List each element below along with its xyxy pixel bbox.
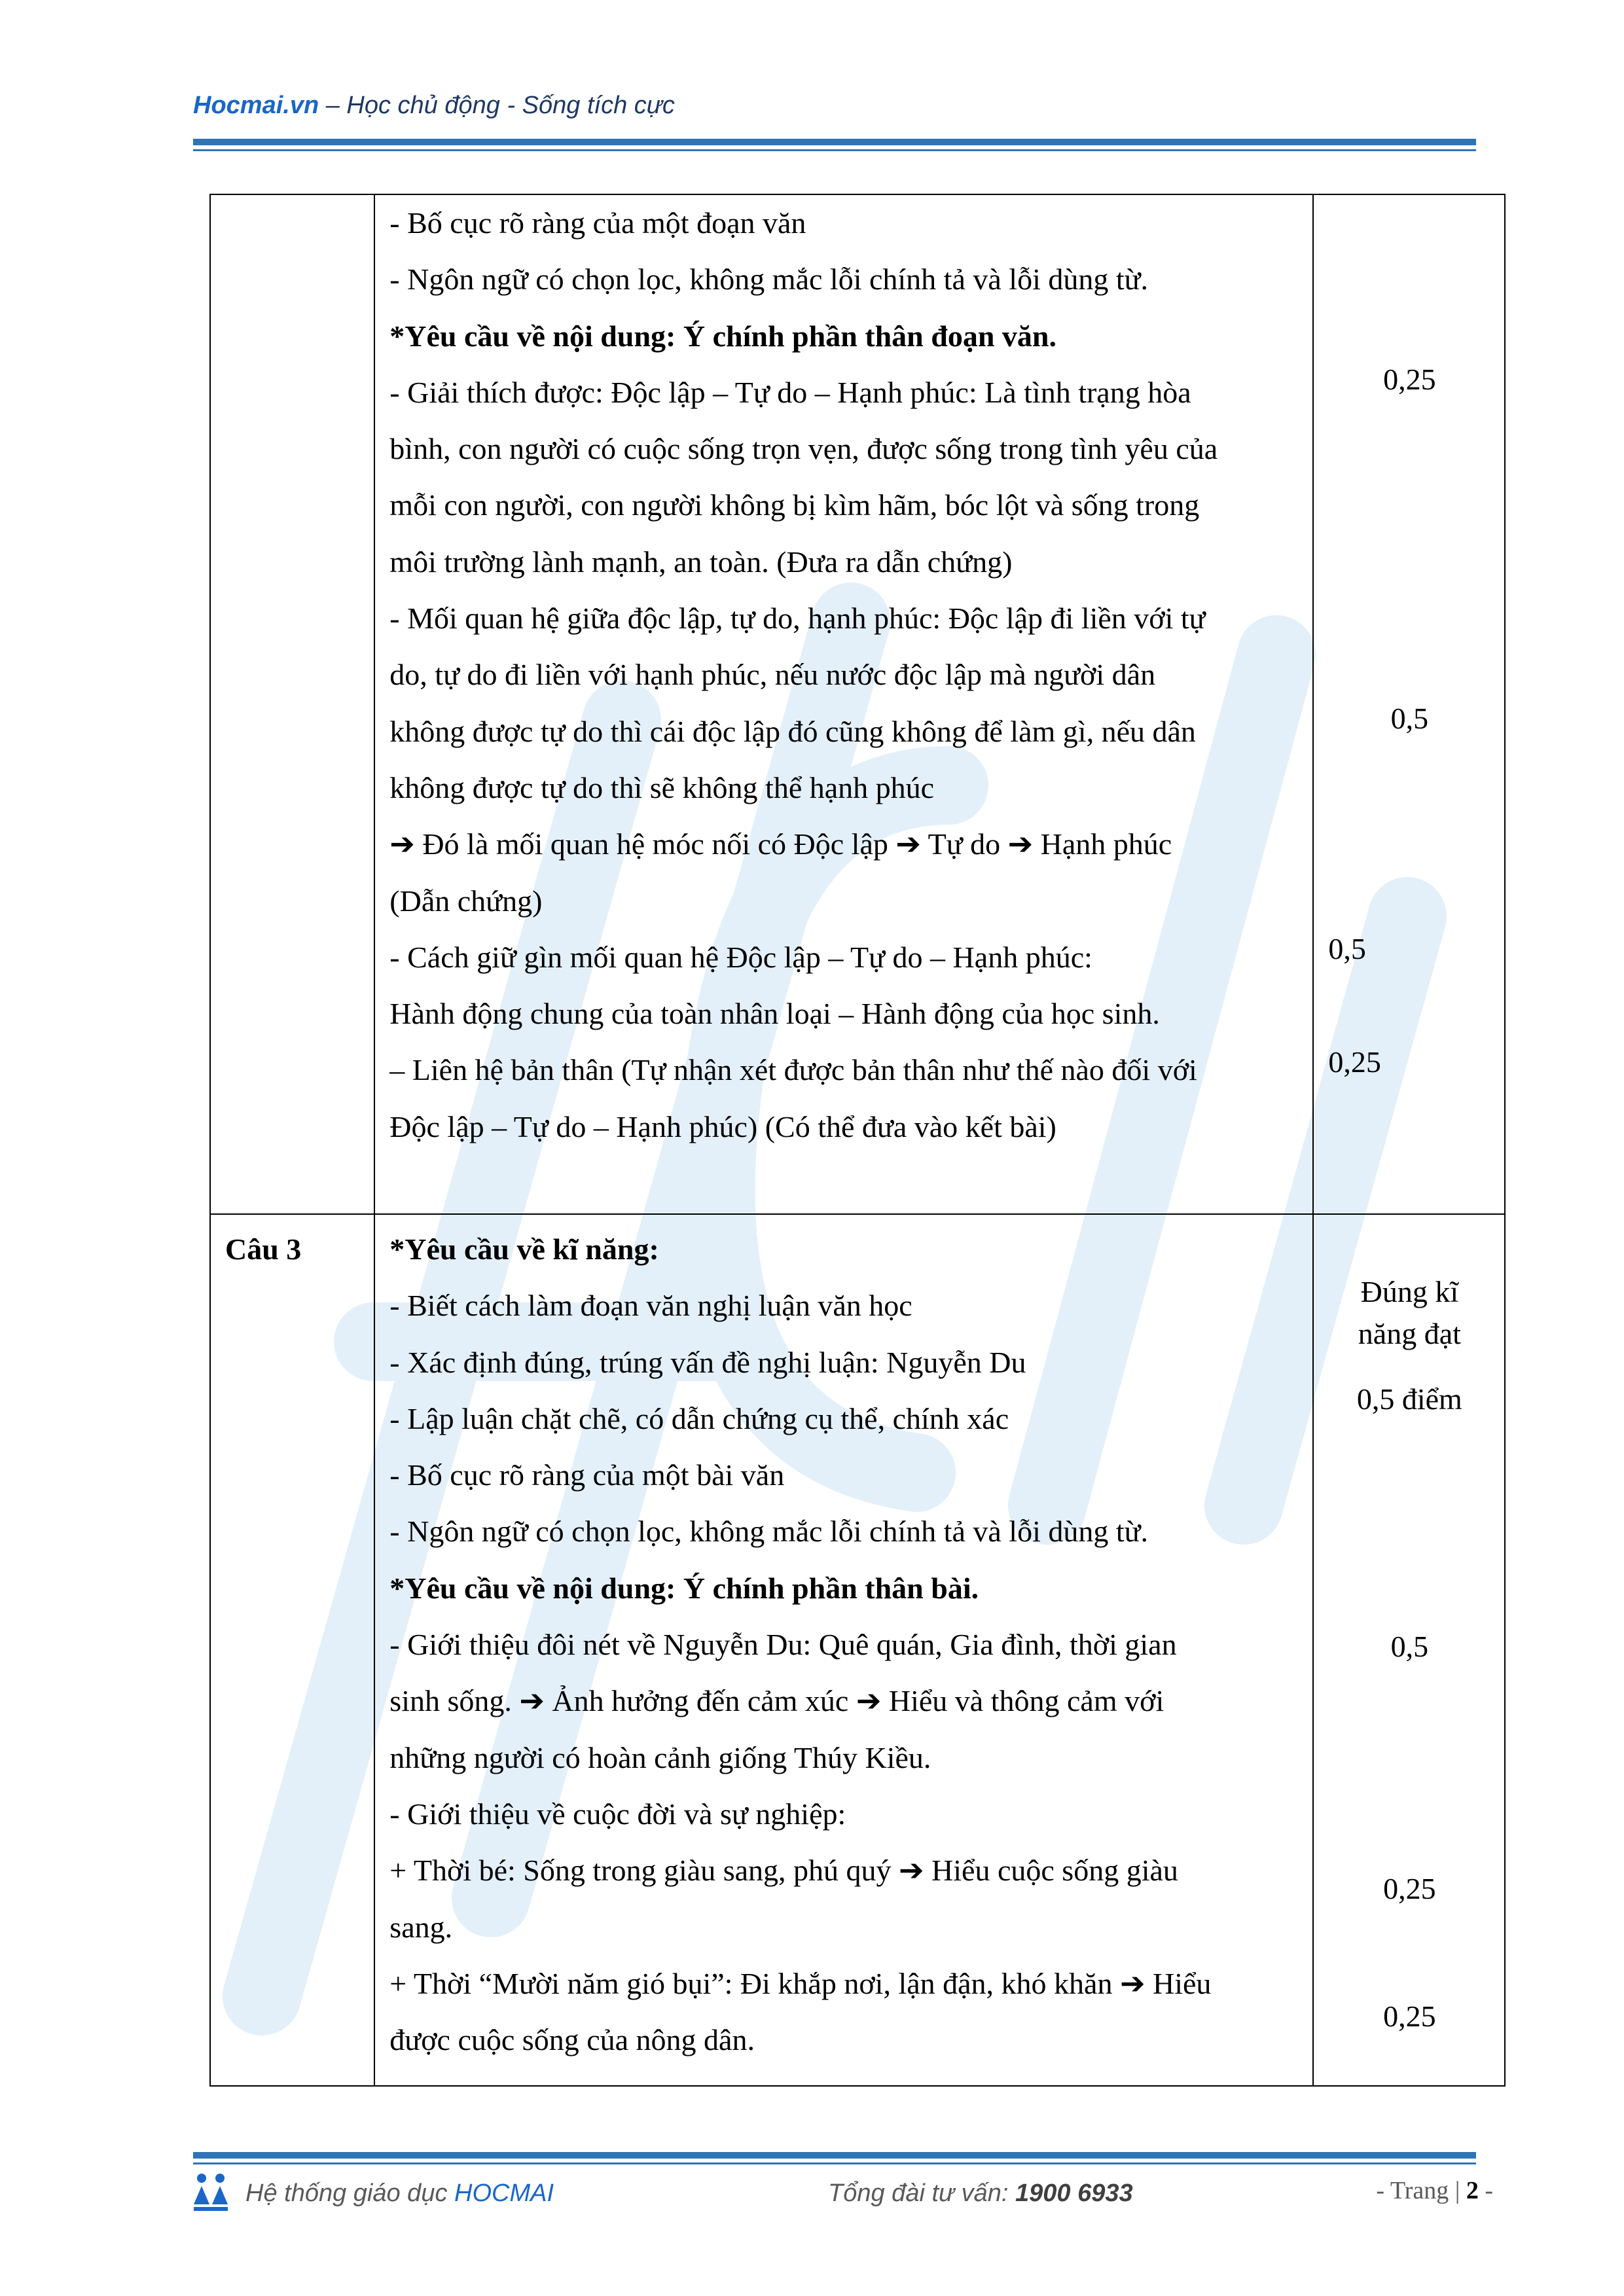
text-line: sinh sống. ➔ Ảnh hưởng đến cảm xúc ➔ Hiểu và thông cảm với [389,1684,1164,1718]
text-line: + Thời “Mười năm gió bụi”: Đi khắp nơi, lận đận, khó khăn ➔ Hiểu [389,1966,1212,2000]
brand-slogan: – Học chủ động - Sống tích cực [319,92,675,119]
text-line: *Yêu cầu về nội dung: Ý chính phần thân bài. [389,1571,979,1605]
header-rule-thick [193,139,1476,145]
text-line: môi trường lành mạnh, an toàn. (Đưa ra dẫn chứng) [389,545,1013,579]
footer-hotline-number: 1900 6933 [1015,2179,1133,2207]
score-value: 0,5 [1390,1630,1429,1663]
text-line: những người có hoàn cảnh giống Thúy Kiều. [389,1740,931,1774]
page-prefix: - Trang | [1376,2177,1466,2204]
page-number [1376,2176,1493,2205]
score-value: Đúng kĩ [1360,1275,1459,1308]
text-line: - Bố cục rõ ràng của một bài văn [389,1458,785,1492]
text-line: (Dẫn chứng) [389,884,543,918]
question-cell [210,194,374,1214]
brand-name: Hocmai.vn [193,92,319,119]
text-line: - Lập luận chặt chẽ, có dẫn chứng cụ thể, chính xác [389,1401,1009,1435]
footer-hotline [828,2179,1133,2208]
score-value: 0,5 [1328,932,1366,965]
score-value: 0,25 [1383,363,1436,396]
requirements-text [375,1215,1312,2081]
text-line: - Cách giữ gìn mối quan hệ Độc lập – Tự do – Hạnh phúc: [389,940,1092,974]
text-line: ➔ Đó là mối quan hệ móc nối có Độc lập ➔ Tự do ➔ Hạnh phúc [389,827,1172,861]
footer-system [245,2179,554,2208]
text-line: Hành động chung của toàn nhân loại – Hành động của học sinh. [389,997,1160,1031]
score-column [1314,1215,1504,2085]
text-line: - Biết cách làm đoạn văn nghị luận văn học [389,1289,912,1323]
header-rule-thin [193,149,1476,151]
requirements-cell [374,1214,1313,2086]
text-line: - Xác định đúng, trúng vấn đề nghị luận: Nguyễn Du [389,1345,1026,1379]
text-line: - Giới thiệu về cuộc đời và sự nghiệp: [389,1797,846,1831]
text-line: *Yêu cầu về kĩ năng: [389,1232,659,1266]
page-number-value: 2 [1466,2177,1479,2204]
text-line: Độc lập – Tự do – Hạnh phúc) (Có thể đưa vào kết bài) [389,1109,1056,1143]
header-brand [193,92,675,120]
score-value: 0,25 [1383,1872,1436,1905]
table-row [210,1214,1505,2086]
question-label: Câu 3 [225,1232,302,1266]
text-line: – Liên hệ bản thân (Tự nhận xét được bản thân như thế nào đối với [389,1053,1197,1087]
score-cell [1313,194,1505,1214]
text-line: không được tự do thì cái độc lập đó cũng không để làm gì, nếu dân [389,714,1196,748]
text-line: - Ngôn ngữ có chọn lọc, không mắc lỗi chính tả và lỗi dùng từ. [389,262,1149,296]
score-value: 0,5 [1390,702,1429,735]
text-line: bình, con người có cuộc sống trọn vẹn, được sống trong tình yêu của [389,432,1218,466]
grading-table [209,194,1506,2087]
text-line: - Giải thích được: Độc lập – Tự do – Hạnh phúc: Là tình trạng hòa [389,375,1191,409]
score-value: năng đạt [1358,1317,1461,1350]
page-suffix: - [1478,2177,1493,2204]
score-value: 0,25 [1328,1045,1381,1079]
table-row [210,194,1505,1214]
question-cell [210,1214,374,2086]
text-line: - Giới thiệu đôi nét về Nguyễn Du: Quê quán, Gia đình, thời gian [389,1628,1177,1662]
footer-system-prefix: Hệ thống giáo dục [245,2179,455,2207]
text-line: mỗi con người, con người không bị kìm hãm, bóc lột và sống trong [389,488,1200,522]
text-line: *Yêu cầu về nội dung: Ý chính phần thân đoạn văn. [389,319,1057,353]
text-line: + Thời bé: Sống trong giàu sang, phú quý ➔ Hiểu cuộc sống giàu [389,1854,1178,1888]
score-cell [1313,1214,1505,2086]
text-line: được cuộc sống của nông dân. [389,2023,755,2057]
text-line: do, tự do đi liền với hạnh phúc, nếu nước độc lập mà người dân [389,658,1156,692]
score-value: 0,25 [1383,2000,1436,2033]
text-line: sang. [389,1910,453,1944]
footer-system-name: HOCMAI [454,2179,554,2207]
text-line: - Mối quan hệ giữa độc lập, tự do, hạnh phúc: Độc lập đi liền với tự [389,601,1206,636]
score-column [1314,195,1504,1213]
score-value: 0,5 điểm [1356,1382,1462,1416]
footer-rule-thin [193,2162,1476,2164]
requirements-cell [374,194,1313,1214]
hocmai-logo-icon [191,2172,230,2214]
footer-hotline-label: Tổng đài tư vấn: [828,2179,1016,2207]
text-line: - Ngôn ngữ có chọn lọc, không mắc lỗi chính tả và lỗi dùng từ. [389,1515,1149,1549]
requirements-text [375,195,1312,1201]
footer-rule-thick [193,2152,1476,2159]
text-line: - Bố cục rõ ràng của một đoạn văn [389,206,806,240]
text-line: không được tự do thì sẽ không thể hạnh phúc [389,770,935,804]
